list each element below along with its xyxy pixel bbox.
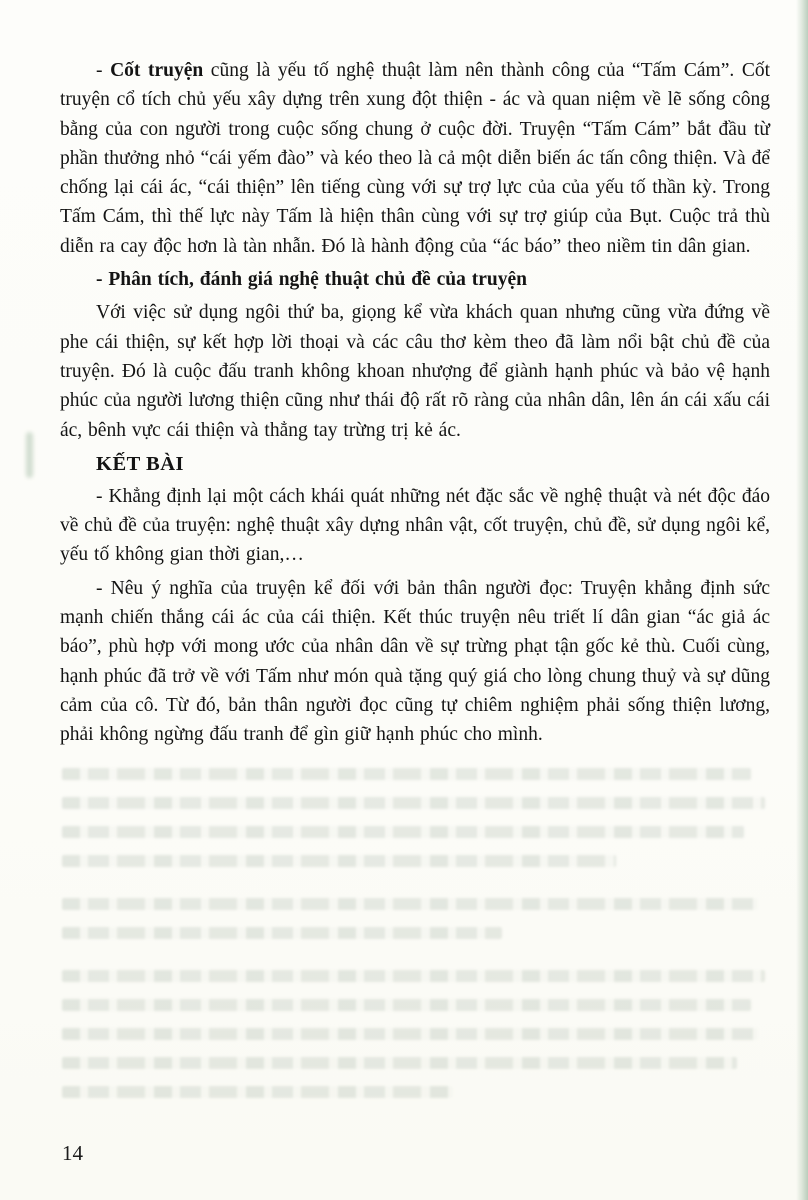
scan-edge-band bbox=[796, 0, 808, 1200]
ghost-line bbox=[62, 797, 765, 809]
para1-text: cũng là yếu tố nghệ thuật làm nên thành công của “Tấm Cám”. Cốt truyện cổ tích chủ yếu xây dựng trên xung đột thiện - ác và quan niệm về lẽ sống công bằng của con người trong cuộc sống chung ở cuộc đời. Truyện “Tấm Cám” bắt đầu từ phần thưởng nhỏ “cái yếm đào” và kéo theo là cả một diễn biến ác tấn công thiện. Và để chống lại cái ác, “cái thiện” lên tiếng cùng với sự trợ lực của của yếu tố thần kỳ. Trong Tấm Cám, thì thế lực này Tấm là hiện thân cùng với sự trợ giúp của Bụt. Cuộc trả thù diễn ra cay độc hơn là tàn nhẫn. Đó là hành động của “ác báo” theo niềm tin dân gian. bbox=[60, 60, 770, 257]
page-content bbox=[60, 56, 770, 1115]
heading-conclusion: KẾT BÀI bbox=[96, 452, 185, 475]
paragraph-conclusion-summary: - Khẳng định lại một cách khái quát những nét đặc sắc về nghệ thuật và nét độc đáo về chủ đề của truyện: nghệ thuật xây dựng nhân vật, cốt truyện, chủ đề, sử dụng ngôi kể, yếu tố không gian thời gian,… bbox=[60, 485, 770, 566]
heading-art-theme-analysis: - Phân tích, đánh giá nghệ thuật chủ đề của truyện bbox=[96, 269, 527, 291]
paragraph-conclusion-meaning: - Nêu ý nghĩa của truyện kể đối với bản thân người đọc: Truyện khẳng định sức mạnh chiến thắng cái ác của cái thiện. Kết thúc truyện nêu triết lí dân gian “ác giả ác báo”, phù hợp với mong ước của nhân dân về sự trừng phạt tận gốc kẻ thù. Cuối cùng, hạnh phúc đã trở về với Tấm như món quà tặng quý giá cho lòng chung thuỷ và sự dũng cảm của cô. Từ đó, bản thân người đọc cũng tự chiêm nghiệm phải sống thiện lương, phải không ngừng đấu tranh để gìn giữ hạnh phúc cho mình. bbox=[60, 577, 770, 746]
ghost-line bbox=[62, 855, 616, 867]
ghost-line bbox=[62, 970, 765, 982]
bleedthrough-ghost-text bbox=[60, 768, 770, 1098]
ghost-line bbox=[62, 826, 744, 838]
ghost-line bbox=[62, 927, 502, 939]
scan-smudge bbox=[26, 432, 33, 478]
ghost-line bbox=[62, 1086, 453, 1098]
paragraph-narration-theme: Với việc sử dụng ngôi thứ ba, giọng kể vừa khách quan nhưng cũng vừa đứng về phe cái thiện, sự kết hợp lời thoại và các câu thơ kèm theo đã làm nổi bật chủ đề của truyện. Đó là cuộc đấu tranh không khoan nhượng để giành hạnh phúc và bảo vệ hạnh phúc của người lương thiện cũng như thái độ rất rõ ràng của nhân dân, lên án cái xấu cái ác, bênh vực cái thiện và thẳng tay trừng trị kẻ ác. bbox=[60, 302, 770, 441]
ghost-gap bbox=[60, 884, 770, 898]
ghost-line bbox=[62, 999, 751, 1011]
para1-bold-term: Cốt truyện bbox=[110, 60, 204, 81]
ghost-line bbox=[62, 898, 758, 910]
ghost-line bbox=[62, 1057, 737, 1069]
paragraph-plot-analysis bbox=[60, 56, 770, 261]
ghost-line bbox=[62, 768, 751, 780]
ghost-gap bbox=[60, 956, 770, 970]
ghost-line bbox=[62, 1028, 758, 1040]
page-number: 14 bbox=[62, 1141, 83, 1165]
para1-dash: - bbox=[96, 60, 111, 81]
